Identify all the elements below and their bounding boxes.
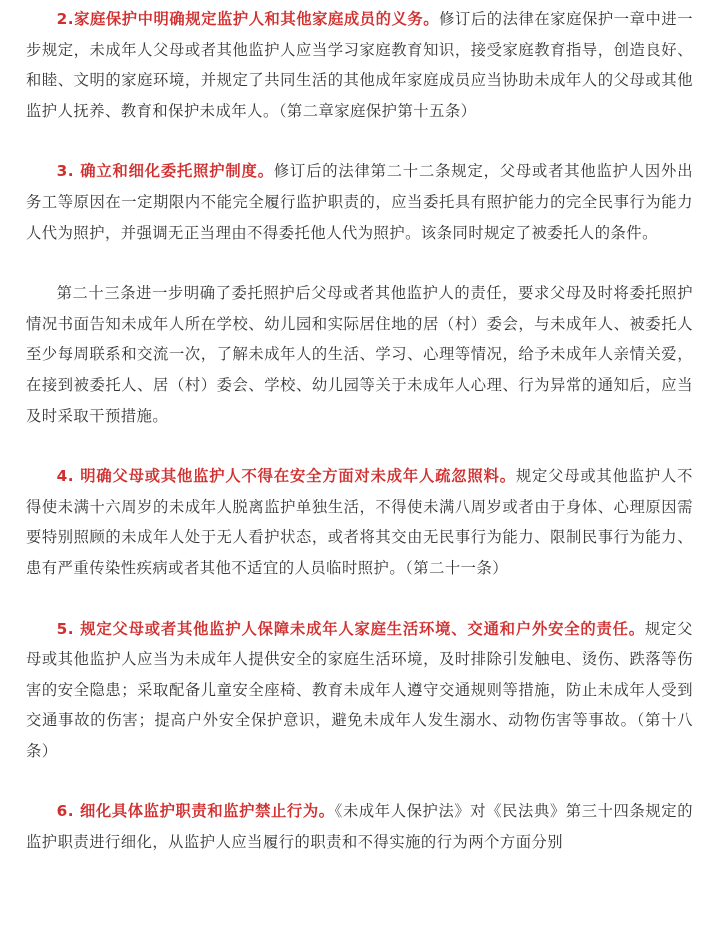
paragraph-entrusted-care [26,156,693,248]
paragraph-family-duties [26,4,693,126]
paragraph-heading: 2.家庭保护中明确规定监护人和其他家庭成员的义务。 [56,10,440,28]
paragraph-article-23 [26,278,693,431]
paragraph-guardian-duties [26,796,693,857]
paragraph-heading: 4. 明确父母或其他监护人不得在安全方面对未成年人疏忽照料。 [56,467,516,486]
paragraph-text: 修订后的法律第二十二条规定，父母或者其他监护人因外出务工等原因在一定期限内不能完全履行监护职责的，应当委托具有照护能力的完全民事行为能力人代为照护，并强调无正当理由不得委托他人代为照护。该条同时规定了被委托人的条件。 [26,162,693,242]
paragraph-text: 修订后的法律在家庭保护一章中进一步规定，未成年人父母或者其他监护人应当学习家庭教育知识，接受家庭教育指导，创造良好、和睦、文明的家庭环境，并规定了共同生活的其他成年家庭成员应当协助未成年人的父母或其他监护人抚养、教育和保护未成年人。（第二章家庭保护第十五条） [26,10,693,120]
paragraph-heading: 6. 细化具体监护职责和监护禁止行为。 [56,802,335,821]
paragraph-safety-responsibility [26,614,693,767]
paragraph-text: 第二十三条进一步明确了委托照护后父母或者其他监护人的责任，要求父母及时将委托照护情况书面告知未成年人所在学校、幼儿园和实际居住地的居（村）委会，与未成年人、被委托人至少每周联系和交流一次，了解未成年人的生活、学习、心理等情况，给予未成年人亲情关爱，在接到被委托人、居（村）委会、学校、幼儿园等关于未成年人心理、行为异常的通知后，应当及时采取干预措施。 [26,284,693,425]
paragraph-text: 规定父母或其他监护人应当为未成年人提供安全的家庭生活环境，及时排除引发触电、烫伤、跌落等伤害的安全隐患；采取配备儿童安全座椅、教育未成年人遵守交通规则等措施，防止未成年人受到交通事故的伤害；提高户外安全保护意识，避免未成年人发生溺水、动物伤害等事故。（第十八条） [26,619,693,760]
paragraph-heading: 3. 确立和细化委托照护制度。 [56,162,274,181]
article-body [0,4,717,858]
paragraph-text: 《未成年人保护法》对《民法典》第三十四条规定的监护职责进行细化，从监护人应当履行的职责和不得实施的行为两个方面分别 [26,802,693,852]
paragraph-heading: 5. 规定父母或者其他监护人保障未成年人家庭生活环境、交通和户外安全的责任。 [56,619,645,638]
paragraph-no-neglect [26,461,693,583]
paragraph-text: 规定父母或其他监护人不得使未满十六周岁的未成年人脱离监护单独生活，不得使未满八周岁或者由于身体、心理原因需要特别照顾的未成年人处于无人看护状态，或者将其交由无民事行为能力、限制民事行为能力、患有严重传染性疾病或者其他不适宜的人员临时照护。（第二十一条） [26,467,693,577]
